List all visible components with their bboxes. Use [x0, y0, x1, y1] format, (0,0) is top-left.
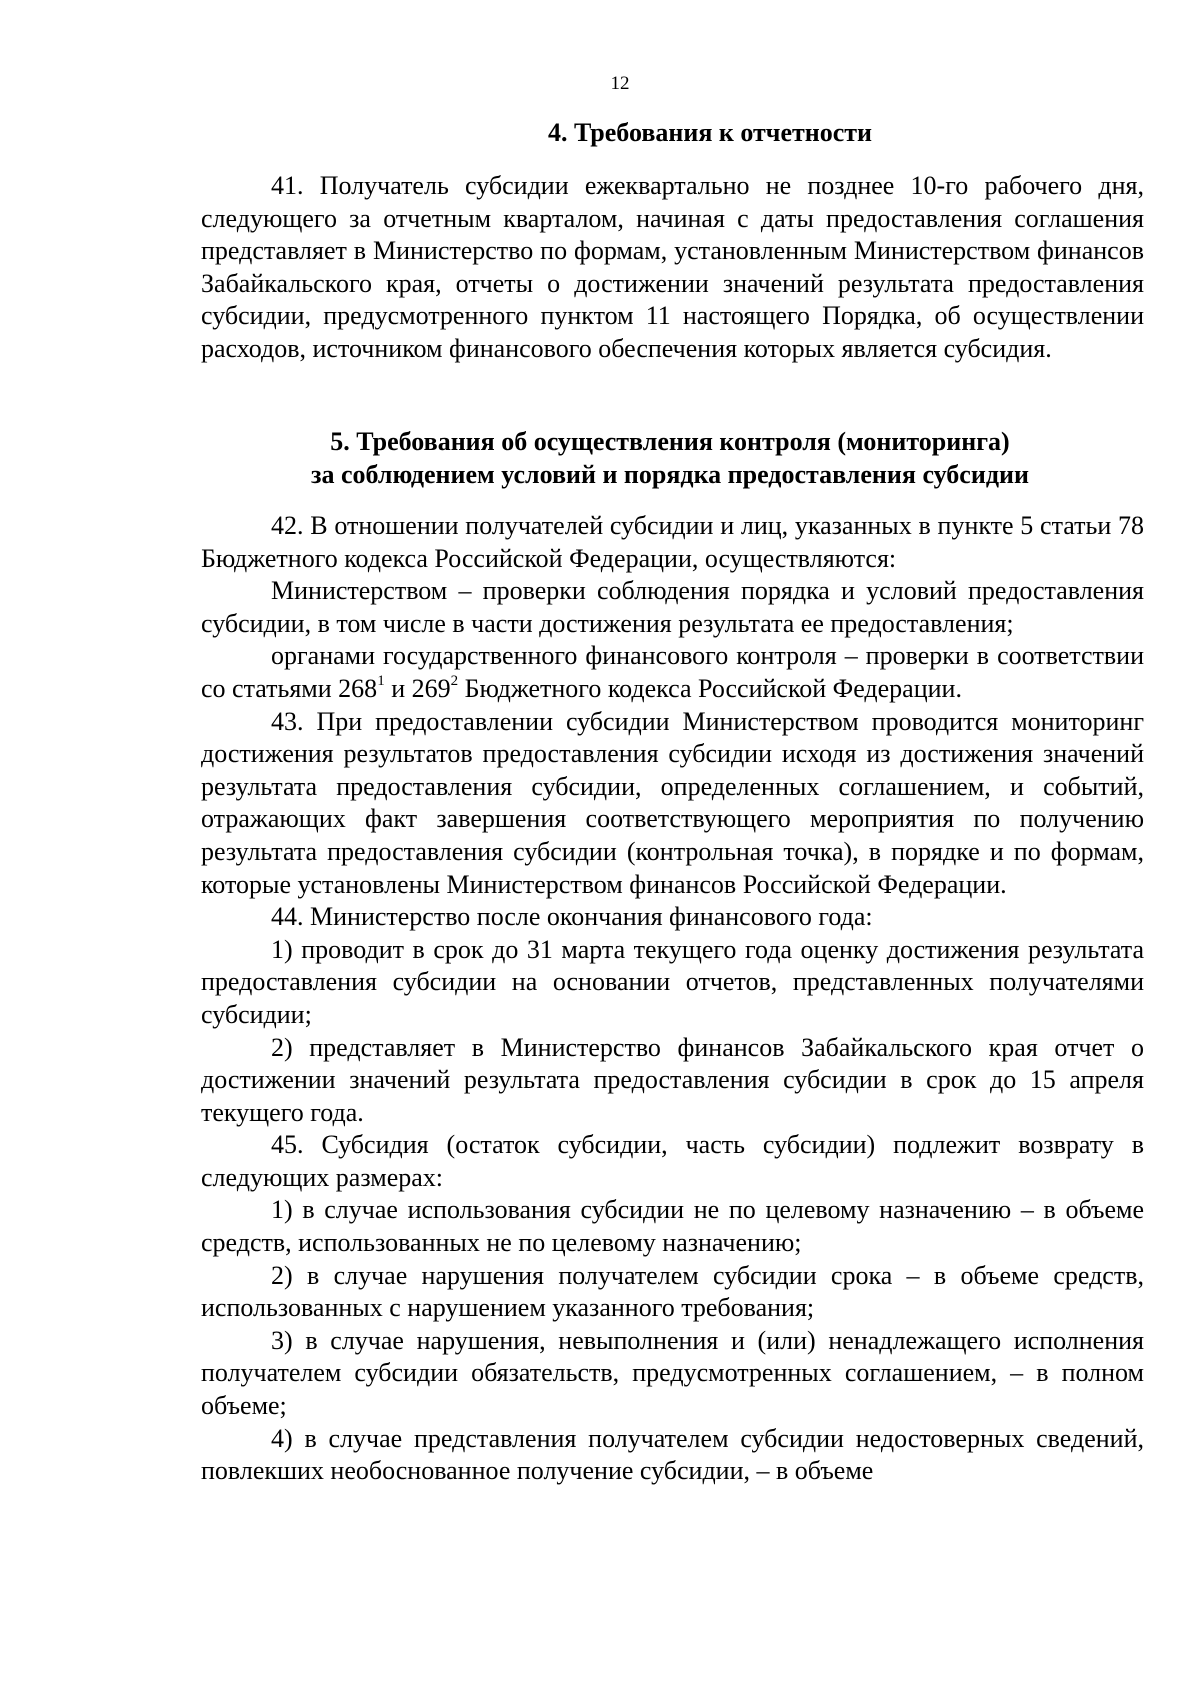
paragraph-45-item-3: 3) в случае нарушения, невыполнения и (или) ненадлежащего исполнения получателем субсидии обязательств, предусмотренных соглашением, – в полном объеме;	[201, 1325, 1144, 1421]
paragraph-45-item-4: 4) в случае представления получателем субсидии недостоверных сведений, повлекших необоснованное получение субсидии, – в объеме	[201, 1423, 1144, 1486]
control-text-after: Бюджетного кодекса Российской Федерации.	[458, 673, 962, 703]
paragraph-44-item-2: 2) представляет в Министерство финансов Забайкальского края отчет о достижении значений результата предоставления субсидии в срок до 15 апреля текущего года.	[201, 1032, 1144, 1127]
superscript-1: 1	[377, 672, 385, 689]
section-5-heading-line1: 5. Требования об осуществления контроля (мониторинга)	[330, 427, 1010, 456]
paragraph-42-ministry-checks: Министерством – проверки соблюдения порядка и условий предоставления субсидии, в том числе в части достижения результата ее предоставления;	[201, 576, 1144, 638]
paragraph-42-control-bodies	[201, 640, 1144, 705]
section-4-body	[201, 170, 1144, 366]
page-number: 12	[610, 73, 630, 94]
paragraph-41: 41. Получатель субсидии ежеквартально не позднее 10-го рабочего дня, следующего за отчетным кварталом, начиная с даты предоставления соглашения представляет в Министерство по формам, установленным Министерством финансов Забайкальского края, отчеты о достижении значений результата предоставления субсидии, предусмотренного пунктом 11 настоящего Порядка, об осуществлении расходов, источником финансового обеспечения которых является субсидия.	[201, 171, 1144, 363]
paragraph-45-item-2: 2) в случае нарушения получателем субсидии срока – в объеме средств, использованных с нарушением указанного требования;	[201, 1260, 1144, 1323]
control-text-middle: и 269	[384, 673, 451, 703]
superscript-2: 2	[450, 672, 459, 689]
section-4-heading: 4. Требования к отчетности	[547, 118, 873, 147]
paragraph-43: 43. При предоставлении субсидии Министерством проводится мониторинг достижения результатов предоставления субсидии исходя из достижения значений результата предоставления субсидии, определенных соглашением, и событий, отражающих факт завершения соответствующего мероприятия по получению результата предоставления субсидии (контрольная точка), в порядке и по формам, которые установлены Министерством финансов Российской Федерации.	[201, 706, 1144, 899]
paragraph-44: 44. Министерство после окончания финансового года:	[271, 902, 873, 932]
section-5-body	[201, 510, 1144, 1488]
control-text-before: органами государственного финансового контроля – проверки в соответствии со статьями 268	[201, 641, 1144, 703]
paragraph-45: 45. Субсидия (остаток субсидии, часть субсидии) подлежит возврату в следующих размерах:	[201, 1130, 1144, 1192]
paragraph-44-item-1: 1) проводит в срок до 31 марта текущего года оценку достижения результата предоставления субсидии на основании отчетов, представленных получателями субсидии;	[201, 934, 1144, 1029]
section-5-heading-line2: за соблюдением условий и порядка предоставления субсидии	[311, 460, 1029, 489]
section-5-heading	[200, 425, 1140, 491]
paragraph-42: 42. В отношении получателей субсидии и лиц, указанных в пункте 5 статьи 78 Бюджетного кодекса Российской Федерации, осуществляются:	[201, 511, 1144, 573]
paragraph-45-item-1: 1) в случае использования субсидии не по целевому назначению – в объеме средств, использованных не по целевому назначению;	[201, 1195, 1144, 1258]
